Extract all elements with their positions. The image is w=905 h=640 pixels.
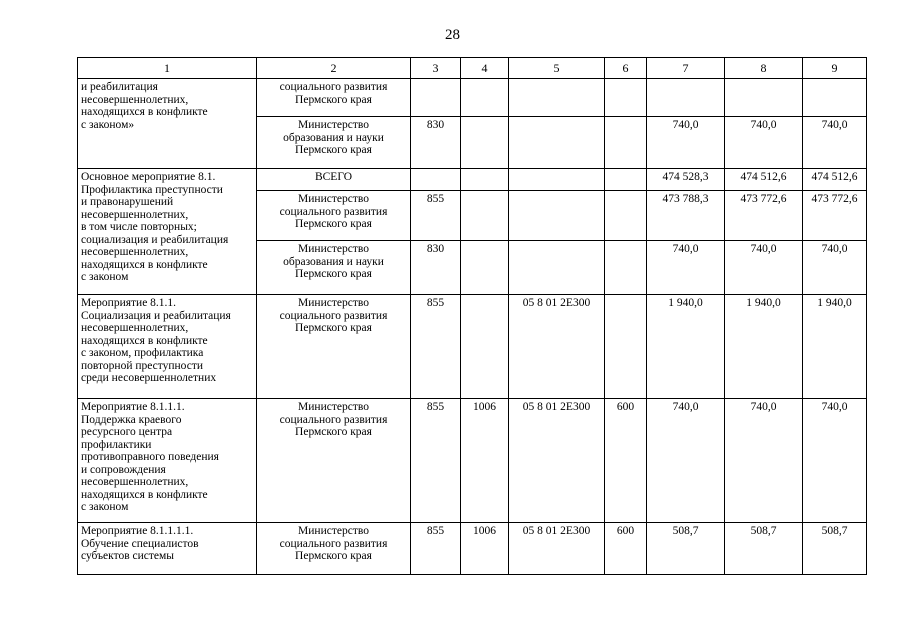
- organization-cell: Министерство образования и науки Пермского края: [257, 241, 411, 295]
- activity-name-cell: Мероприятие 8.1.1. Социализация и реабилитация несовершеннолетних, находящихся в конфликте с законом, профилактика повторной преступности среди несовершеннолетних: [78, 295, 257, 399]
- organization-cell: социального развития Пермского края: [257, 79, 411, 117]
- expense-type-cell: [605, 117, 647, 169]
- code-cell: 830: [411, 241, 461, 295]
- column-header: 3: [411, 58, 461, 79]
- section-cell: 1006: [461, 523, 509, 575]
- expense-type-cell: [605, 79, 647, 117]
- amount-cell: 740,0: [725, 117, 803, 169]
- column-header: 4: [461, 58, 509, 79]
- table-row: [78, 295, 867, 399]
- amount-cell: 1 940,0: [803, 295, 867, 399]
- code-cell: 830: [411, 117, 461, 169]
- organization-cell: ВСЕГО: [257, 169, 411, 191]
- section-cell: [461, 117, 509, 169]
- expense-type-cell: 600: [605, 523, 647, 575]
- column-header: 2: [257, 58, 411, 79]
- amount-cell: 740,0: [803, 399, 867, 523]
- activity-name-cell: Мероприятие 8.1.1.1.1. Обучение специалистов субъектов системы: [78, 523, 257, 575]
- section-cell: [461, 191, 509, 241]
- amount-cell: 508,7: [725, 523, 803, 575]
- section-cell: [461, 79, 509, 117]
- code-cell: 855: [411, 399, 461, 523]
- amount-cell: [647, 79, 725, 117]
- expense-type-cell: [605, 191, 647, 241]
- column-header: 6: [605, 58, 647, 79]
- page-number: 28: [445, 27, 460, 43]
- table-row: [78, 79, 867, 117]
- amount-cell: 740,0: [803, 241, 867, 295]
- column-header: 7: [647, 58, 725, 79]
- amount-cell: 473 772,6: [725, 191, 803, 241]
- amount-cell: 508,7: [647, 523, 725, 575]
- section-cell: [461, 241, 509, 295]
- amount-cell: 474 512,6: [803, 169, 867, 191]
- amount-cell: 740,0: [725, 241, 803, 295]
- column-header: 9: [803, 58, 867, 79]
- amount-cell: [803, 79, 867, 117]
- organization-cell: Министерство образования и науки Пермского края: [257, 117, 411, 169]
- code-cell: 855: [411, 295, 461, 399]
- column-header: 5: [509, 58, 605, 79]
- organization-cell: Министерство социального развития Пермского края: [257, 295, 411, 399]
- code-cell: 855: [411, 191, 461, 241]
- expense-type-cell: [605, 169, 647, 191]
- amount-cell: 740,0: [647, 241, 725, 295]
- table-row: [78, 169, 867, 191]
- target-article-cell: [509, 169, 605, 191]
- code-cell: [411, 169, 461, 191]
- target-article-cell: [509, 241, 605, 295]
- target-article-cell: 05 8 01 2Е300: [509, 523, 605, 575]
- amount-cell: 474 528,3: [647, 169, 725, 191]
- amount-cell: 508,7: [803, 523, 867, 575]
- column-header: 8: [725, 58, 803, 79]
- activity-name-cell: и реабилитация несовершеннолетних, находящихся в конфликте с законом»: [78, 79, 257, 169]
- expense-type-cell: 600: [605, 399, 647, 523]
- budget-table: [77, 57, 867, 575]
- amount-cell: 474 512,6: [725, 169, 803, 191]
- column-header: 1: [78, 58, 257, 79]
- activity-name-cell: Мероприятие 8.1.1.1. Поддержка краевого ресурсного центра профилактики противоправного поведения и сопровождения несовершеннолетних, находящихся в конфликте с законом: [78, 399, 257, 523]
- organization-cell: Министерство социального развития Пермского края: [257, 523, 411, 575]
- target-article-cell: [509, 191, 605, 241]
- expense-type-cell: [605, 241, 647, 295]
- amount-cell: 740,0: [725, 399, 803, 523]
- organization-cell: Министерство социального развития Пермского края: [257, 191, 411, 241]
- code-cell: 855: [411, 523, 461, 575]
- expense-type-cell: [605, 295, 647, 399]
- amount-cell: 740,0: [647, 117, 725, 169]
- activity-name-cell: Основное мероприятие 8.1. Профилактика преступности и правонарушений несовершеннолетних, в том числе повторных; социализация и реабилитация несовершеннолетних, находящихся в конфликте с законом: [78, 169, 257, 295]
- amount-cell: 740,0: [803, 117, 867, 169]
- amount-cell: 740,0: [647, 399, 725, 523]
- section-cell: 1006: [461, 399, 509, 523]
- organization-cell: Министерство социального развития Пермского края: [257, 399, 411, 523]
- amount-cell: [725, 79, 803, 117]
- target-article-cell: [509, 117, 605, 169]
- amount-cell: 473 788,3: [647, 191, 725, 241]
- table-row: [78, 523, 867, 575]
- section-cell: [461, 169, 509, 191]
- target-article-cell: 05 8 01 2Е300: [509, 399, 605, 523]
- target-article-cell: [509, 79, 605, 117]
- table-body: [78, 79, 867, 575]
- table-row: [78, 399, 867, 523]
- code-cell: [411, 79, 461, 117]
- section-cell: [461, 295, 509, 399]
- amount-cell: 473 772,6: [803, 191, 867, 241]
- amount-cell: 1 940,0: [725, 295, 803, 399]
- amount-cell: 1 940,0: [647, 295, 725, 399]
- header-row: [78, 58, 867, 79]
- target-article-cell: 05 8 01 2Е300: [509, 295, 605, 399]
